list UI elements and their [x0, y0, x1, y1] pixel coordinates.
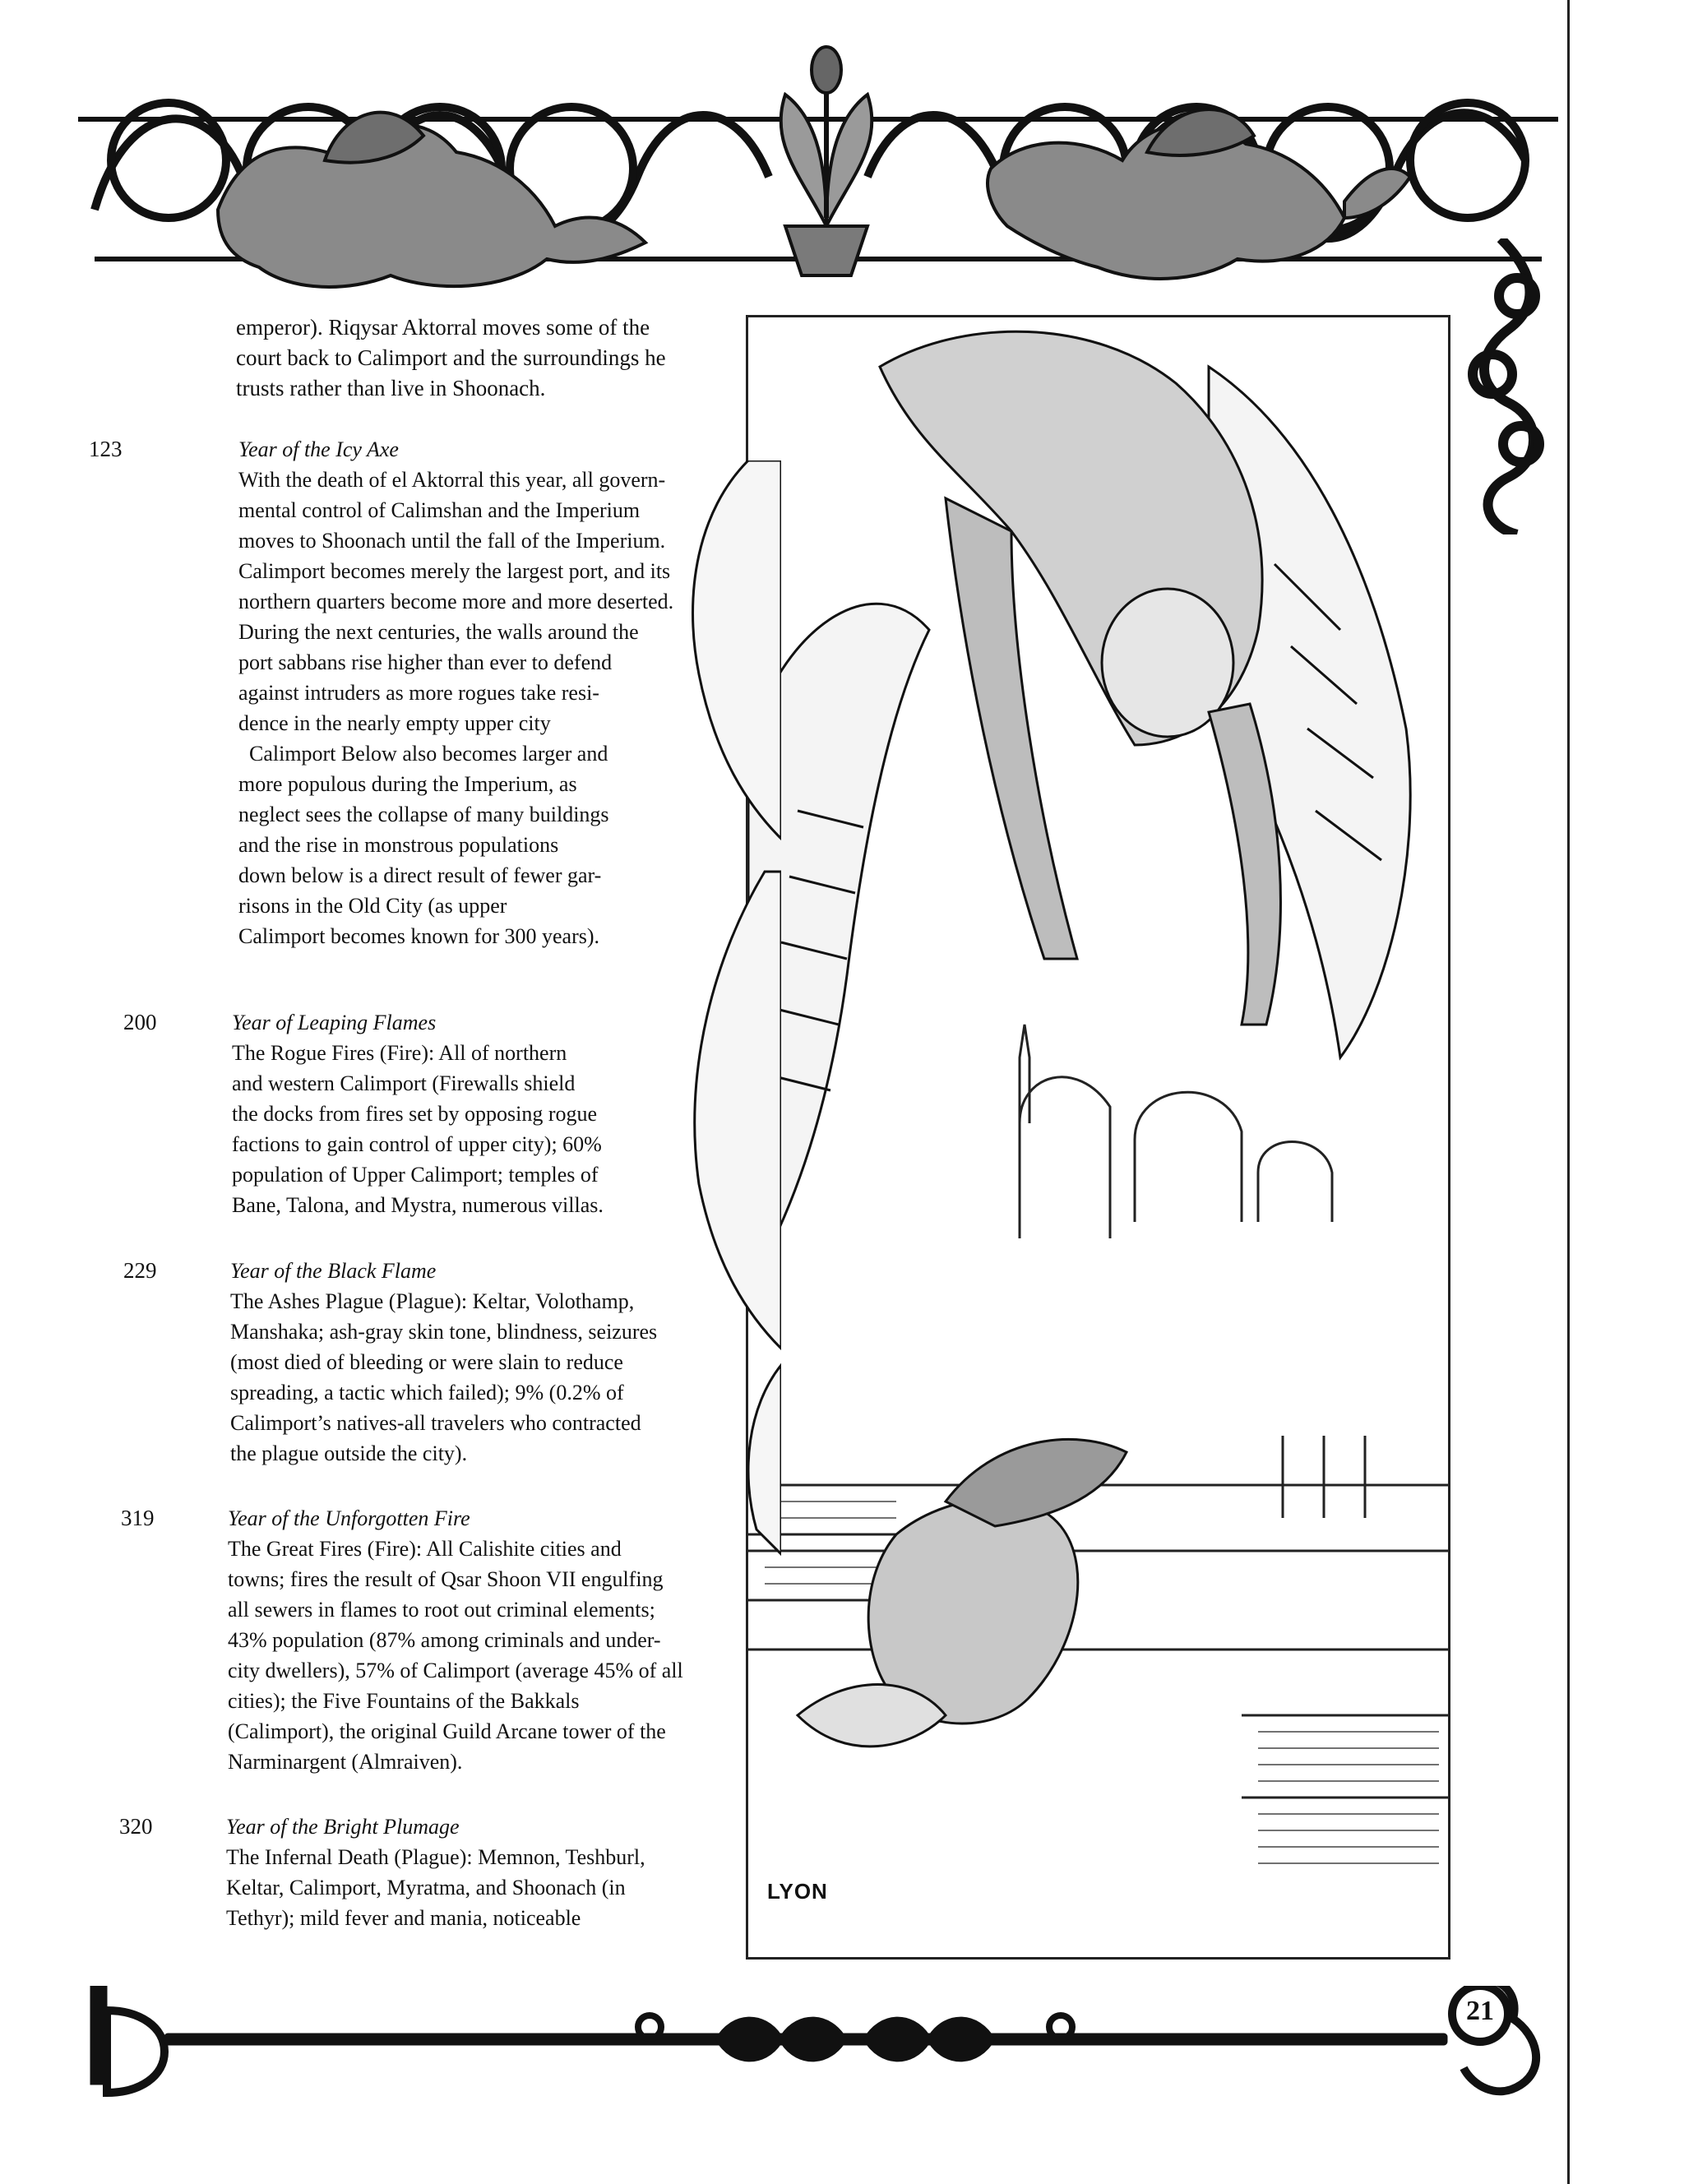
entry-line: city dwellers), 57% of Calimport (average 45% of all	[228, 1659, 683, 1682]
city-hatching	[765, 1502, 1439, 1863]
entry-line: all sewers in flames to root out criminal elements;	[228, 1598, 655, 1622]
entry-line: The Ashes Plague (Plague): Keltar, Volothamp,	[230, 1289, 635, 1313]
page-gutter-rule	[1567, 0, 1570, 2184]
entry-line: the plague outside the city).	[230, 1441, 468, 1465]
entry-line: mental control of Calimshan and the Imperium	[238, 498, 641, 522]
intro-line: emperor). Riqysar Aktorral moves some of the	[236, 315, 650, 340]
right-dragon-figure	[988, 109, 1410, 279]
entry-line: (most died of bleeding or were slain to reduce	[230, 1350, 623, 1374]
entry-line: the docks from fires set by opposing rogue	[232, 1102, 598, 1126]
artist-signature: LYON	[767, 1879, 828, 1904]
entry-year: 229	[123, 1258, 157, 1283]
entry-line: Narminargent (Almraiven).	[228, 1750, 463, 1774]
entry-line: cities); the Five Fountains of the Bakkals	[228, 1689, 580, 1713]
entry-line: The Infernal Death (Plague): Memnon, Teshburl,	[226, 1845, 645, 1869]
entry-line: neglect sees the collapse of many buildings	[238, 803, 609, 826]
entry-line: Manshaka; ash-gray skin tone, blindness, seizures	[230, 1320, 658, 1344]
entry-line: Tethyr); mild fever and mania, noticeable	[226, 1906, 581, 1930]
entry-line: northern quarters become more and more deserted.	[238, 590, 674, 613]
entry-line: The Rogue Fires (Fire): All of northern	[232, 1041, 567, 1065]
entry-line: Keltar, Calimport, Myratma, and Shoonach (in	[226, 1876, 626, 1899]
entry-line: towns; fires the result of Qsar Shoon VII engulfing	[228, 1567, 664, 1591]
entry-year-name: Year of the Bright Plumage	[226, 1815, 460, 1839]
illustration-frame	[746, 315, 1450, 1960]
entry-line: Calimport Below also becomes larger and	[238, 742, 608, 766]
entry-line: population of Upper Calimport; temples of	[232, 1163, 599, 1187]
entry-line: 43% population (87% among criminals and under-	[228, 1628, 661, 1652]
city-skyline	[748, 1025, 1450, 1798]
entry-line: (Calimport), the original Guild Arcane tower of the	[228, 1719, 666, 1743]
entry-line: Calimport becomes known for 300 years).	[238, 924, 600, 948]
left-dragon-figure	[218, 113, 645, 287]
entry-line: moves to Shoonach until the fall of the Imperium.	[238, 529, 666, 553]
entry-year-name: Year of the Black Flame	[230, 1259, 437, 1283]
entry-year: 200	[123, 1010, 157, 1034]
entry-year-name: Year of Leaping Flames	[232, 1011, 437, 1034]
entry-line: and the rise in monstrous populations	[238, 833, 559, 857]
entry-line: The Great Fires (Fire): All Calishite cities and	[228, 1537, 622, 1561]
entry-line: Calimport’s natives-all travelers who contracted	[230, 1411, 641, 1435]
winged-figure-body	[880, 331, 1280, 1025]
entry-year-name: Year of the Unforgotten Fire	[228, 1506, 470, 1530]
center-vase-ornament	[781, 47, 872, 275]
entry-line: factions to gain control of upper city); 60%	[232, 1132, 602, 1156]
entry-line: down below is a direct result of fewer gar-	[238, 863, 602, 887]
entry-line: and western Calimport (Firewalls shield	[232, 1071, 576, 1095]
city-and-winged-figure-illustration	[748, 317, 1450, 1960]
entry-line: spreading, a tactic which failed); 9% (0.2% of	[230, 1381, 624, 1404]
entry-line: port sabbans rise higher than ever to defend	[238, 650, 613, 674]
page-number: 21	[1466, 1996, 1494, 2026]
intro-line: court back to Calimport and the surroundings he	[236, 345, 666, 370]
entry-line: With the death of el Aktorral this year, all govern-	[238, 468, 666, 492]
entry-line: risons in the Old City (as upper	[238, 894, 507, 918]
entry-line: Calimport becomes merely the largest port, and its	[238, 559, 671, 583]
entry-year-name: Year of the Icy Axe	[238, 437, 399, 461]
intro-line: trusts rather than live in Shoonach.	[236, 376, 546, 400]
wing-overhang	[650, 460, 781, 1571]
entry-line: against intruders as more rogues take resi-	[238, 681, 599, 705]
entry-line: During the next centuries, the walls around the	[238, 620, 639, 644]
right-scroll-ornament	[1443, 238, 1558, 534]
entry-year: 320	[119, 1814, 153, 1839]
entry-line: more populous during the Imperium, as	[238, 772, 577, 796]
entry-year: 319	[121, 1506, 155, 1530]
top-knotwork-border	[78, 45, 1558, 317]
entry-year: 123	[89, 437, 123, 461]
bottom-border-ornament	[74, 1986, 1562, 2109]
entry-line: Bane, Talona, and Mystra, numerous villas.	[232, 1193, 604, 1217]
entry-line: dence in the nearly empty upper city	[238, 711, 551, 735]
